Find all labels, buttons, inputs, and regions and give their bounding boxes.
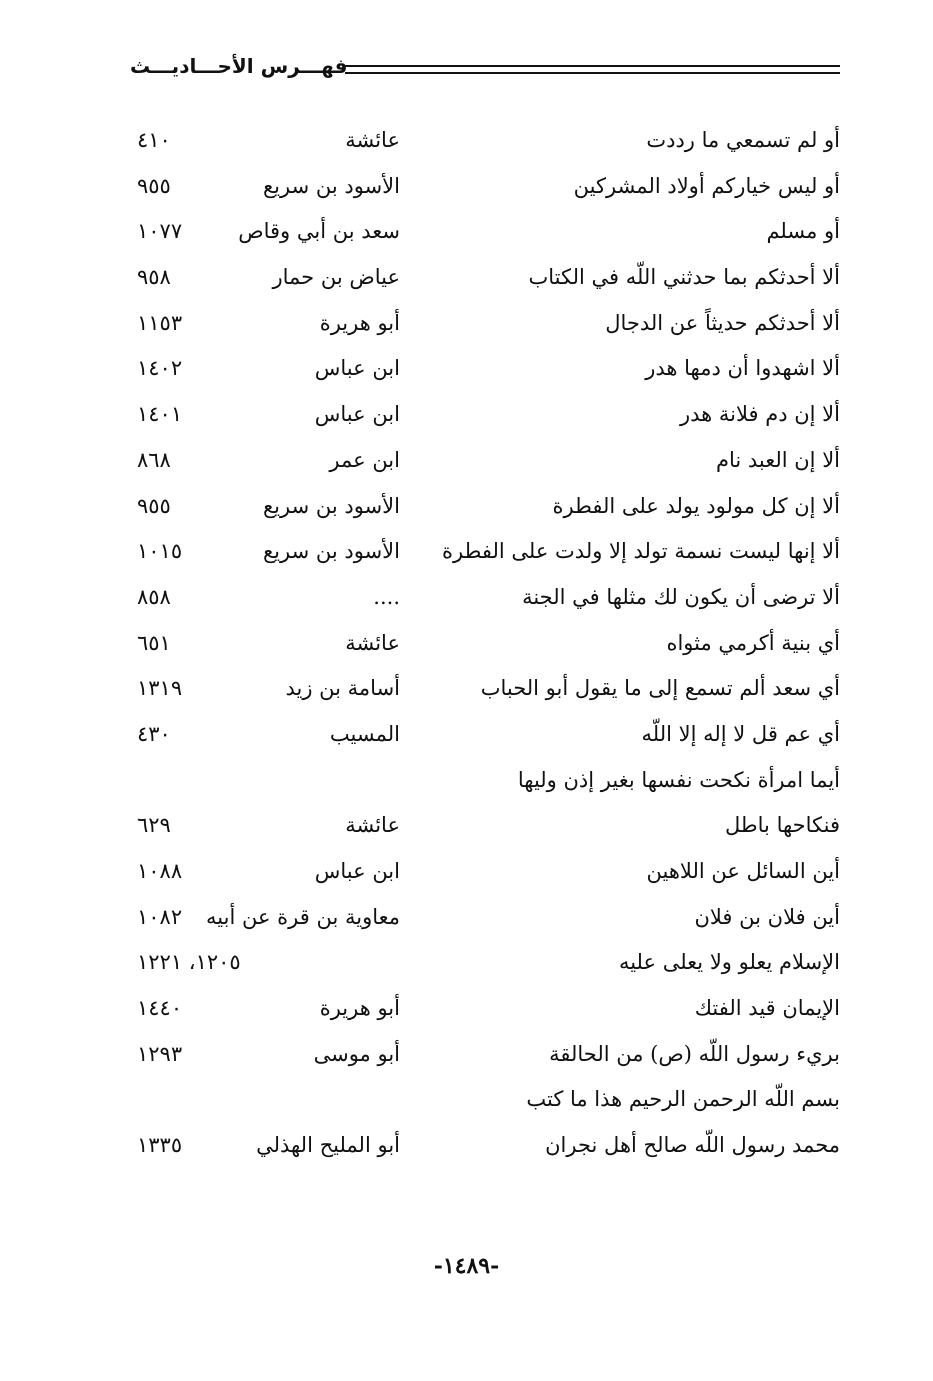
page-reference: ١٠٨٢ xyxy=(137,904,183,929)
hadith-text: بسم اللّه الرحمن الرحيم هذا ما كتب xyxy=(526,1087,840,1112)
hadith-text: الإسلام يعلو ولا يعلى عليه xyxy=(618,950,840,975)
narrator-name: الأسود بن سريع xyxy=(263,493,400,518)
table-row xyxy=(0,986,933,1032)
table-row xyxy=(0,803,933,849)
hadith-text: ألا إن العبد نام xyxy=(715,447,840,472)
table-row xyxy=(0,849,933,895)
hadith-text: أيما امرأة نكحت نفسها بغير إذن وليها xyxy=(517,767,840,792)
table-row xyxy=(0,1077,933,1123)
table-row xyxy=(0,895,933,941)
narrator-name: عائشة xyxy=(345,813,400,838)
page-reference: ١٤٠١ xyxy=(137,402,183,427)
hadith-text: أين فلان بن فلان xyxy=(694,904,840,929)
page-reference: ٩٥٨ xyxy=(137,265,171,290)
table-row xyxy=(0,940,933,986)
hadith-text: أو مسلم xyxy=(766,219,840,244)
hadith-text: ألا إنها ليست نسمة تولد إلا ولدت على الفطرة xyxy=(442,539,840,564)
page-reference: ٩٥٥ xyxy=(137,173,171,198)
table-row xyxy=(0,164,933,210)
table-row xyxy=(0,1123,933,1169)
narrator-name: الأسود بن سريع xyxy=(263,539,400,564)
page-header xyxy=(130,50,840,90)
table-row xyxy=(0,392,933,438)
page-reference: ١٢٩٣ xyxy=(137,1041,183,1066)
hadith-text: أين السائل عن اللاهين xyxy=(646,859,840,883)
page-reference: ٦٥١ xyxy=(137,630,171,655)
page-reference: ١١٥٣ xyxy=(137,310,183,335)
narrator-name: .... xyxy=(373,584,400,609)
table-row xyxy=(0,255,933,301)
header-title: فهـــرس الأحـــاديـــث xyxy=(130,54,348,78)
hadith-text: أي عم قل لا إله إلا اللّه xyxy=(641,721,840,746)
hadith-text: ألا اشهدوا أن دمها هدر xyxy=(645,356,840,381)
page-reference: ١٣٣٥ xyxy=(137,1133,183,1158)
page-reference: ١٠١٥ xyxy=(137,539,183,564)
page-reference: ١٠٨٨ xyxy=(137,859,183,883)
narrator-name: أبو المليح الهذلي xyxy=(256,1133,400,1158)
narrator-name: أسامة بن زيد xyxy=(285,676,400,701)
table-row xyxy=(0,1032,933,1078)
hadith-text: أو لم تسمعي ما رددت xyxy=(646,128,840,152)
narrator-name: أبو موسى xyxy=(313,1041,400,1066)
table-row xyxy=(0,346,933,392)
hadith-text: بريء رسول اللّه (ص) من الحالقة xyxy=(549,1041,840,1066)
hadith-text: أي سعد ألم تسمع إلى ما يقول أبو الحباب xyxy=(480,676,840,701)
page-reference: ١٤٤٠ xyxy=(137,996,183,1021)
narrator-name: معاوية بن قرة عن أبيه xyxy=(206,904,400,929)
table-row xyxy=(0,484,933,530)
hadith-text: ألا أحدثكم حديثاً عن الدجال xyxy=(605,310,840,335)
hadith-text: الإيمان قيد الفتك xyxy=(694,996,840,1021)
hadith-text: ألا ترضى أن يكون لك مثلها في الجنة xyxy=(522,584,840,609)
narrator-name: أبو هريرة xyxy=(319,310,400,335)
hadith-text: ألا إن كل مولود يولد على الفطرة xyxy=(552,493,840,518)
narrator-name: عائشة xyxy=(345,128,400,152)
table-row xyxy=(0,438,933,484)
header-rule xyxy=(345,65,840,67)
index-table xyxy=(0,118,933,1169)
hadith-text: ألا إن دم فلانة هدر xyxy=(679,402,840,427)
hadith-text: محمد رسول اللّه صالح أهل نجران xyxy=(545,1133,840,1158)
page-reference: ٦٢٩ xyxy=(137,813,171,838)
page-reference: ٤١٠ xyxy=(137,128,171,152)
page-reference: ١٠٧٧ xyxy=(137,219,183,244)
narrator-name: ابن عمر xyxy=(329,447,400,472)
table-row xyxy=(0,758,933,804)
header-rule xyxy=(345,72,840,74)
page-number: -١٤٨٩- xyxy=(433,1253,500,1279)
page-reference: ٩٥٥ xyxy=(137,493,171,518)
hadith-text: ألا أحدثكم بما حدثني اللّه في الكتاب xyxy=(528,265,840,290)
table-row xyxy=(0,712,933,758)
narrator-name: أبو هريرة xyxy=(319,996,400,1021)
table-row xyxy=(0,301,933,347)
narrator-name: الأسود بن سريع xyxy=(263,173,400,198)
page-reference: ١٣١٩ xyxy=(137,676,183,701)
page-reference: ١٢٠٥، ١٢٢١ xyxy=(137,950,241,975)
page-reference: ٤٣٠ xyxy=(137,721,171,746)
page-reference: ٨٦٨ xyxy=(137,447,171,472)
hadith-text: أي بنية أكرمي مثواه xyxy=(666,630,840,655)
narrator-name: ابن عباس xyxy=(314,402,400,427)
narrator-name: عياض بن حمار xyxy=(272,265,400,290)
table-row xyxy=(0,621,933,667)
table-row xyxy=(0,118,933,164)
table-row xyxy=(0,575,933,621)
narrator-name: عائشة xyxy=(345,630,400,655)
narrator-name: المسيب xyxy=(329,721,400,746)
page-reference: ٨٥٨ xyxy=(137,584,171,609)
table-row xyxy=(0,666,933,712)
table-row xyxy=(0,529,933,575)
page-reference: ١٤٠٢ xyxy=(137,356,183,381)
hadith-text: أو ليس خياركم أولاد المشركين xyxy=(573,173,840,198)
table-row xyxy=(0,209,933,255)
narrator-name: ابن عباس xyxy=(314,356,400,381)
narrator-name: ابن عباس xyxy=(314,859,400,883)
narrator-name: سعد بن أبي وقاص xyxy=(238,219,400,244)
hadith-text: فنكاحها باطل xyxy=(725,813,840,838)
